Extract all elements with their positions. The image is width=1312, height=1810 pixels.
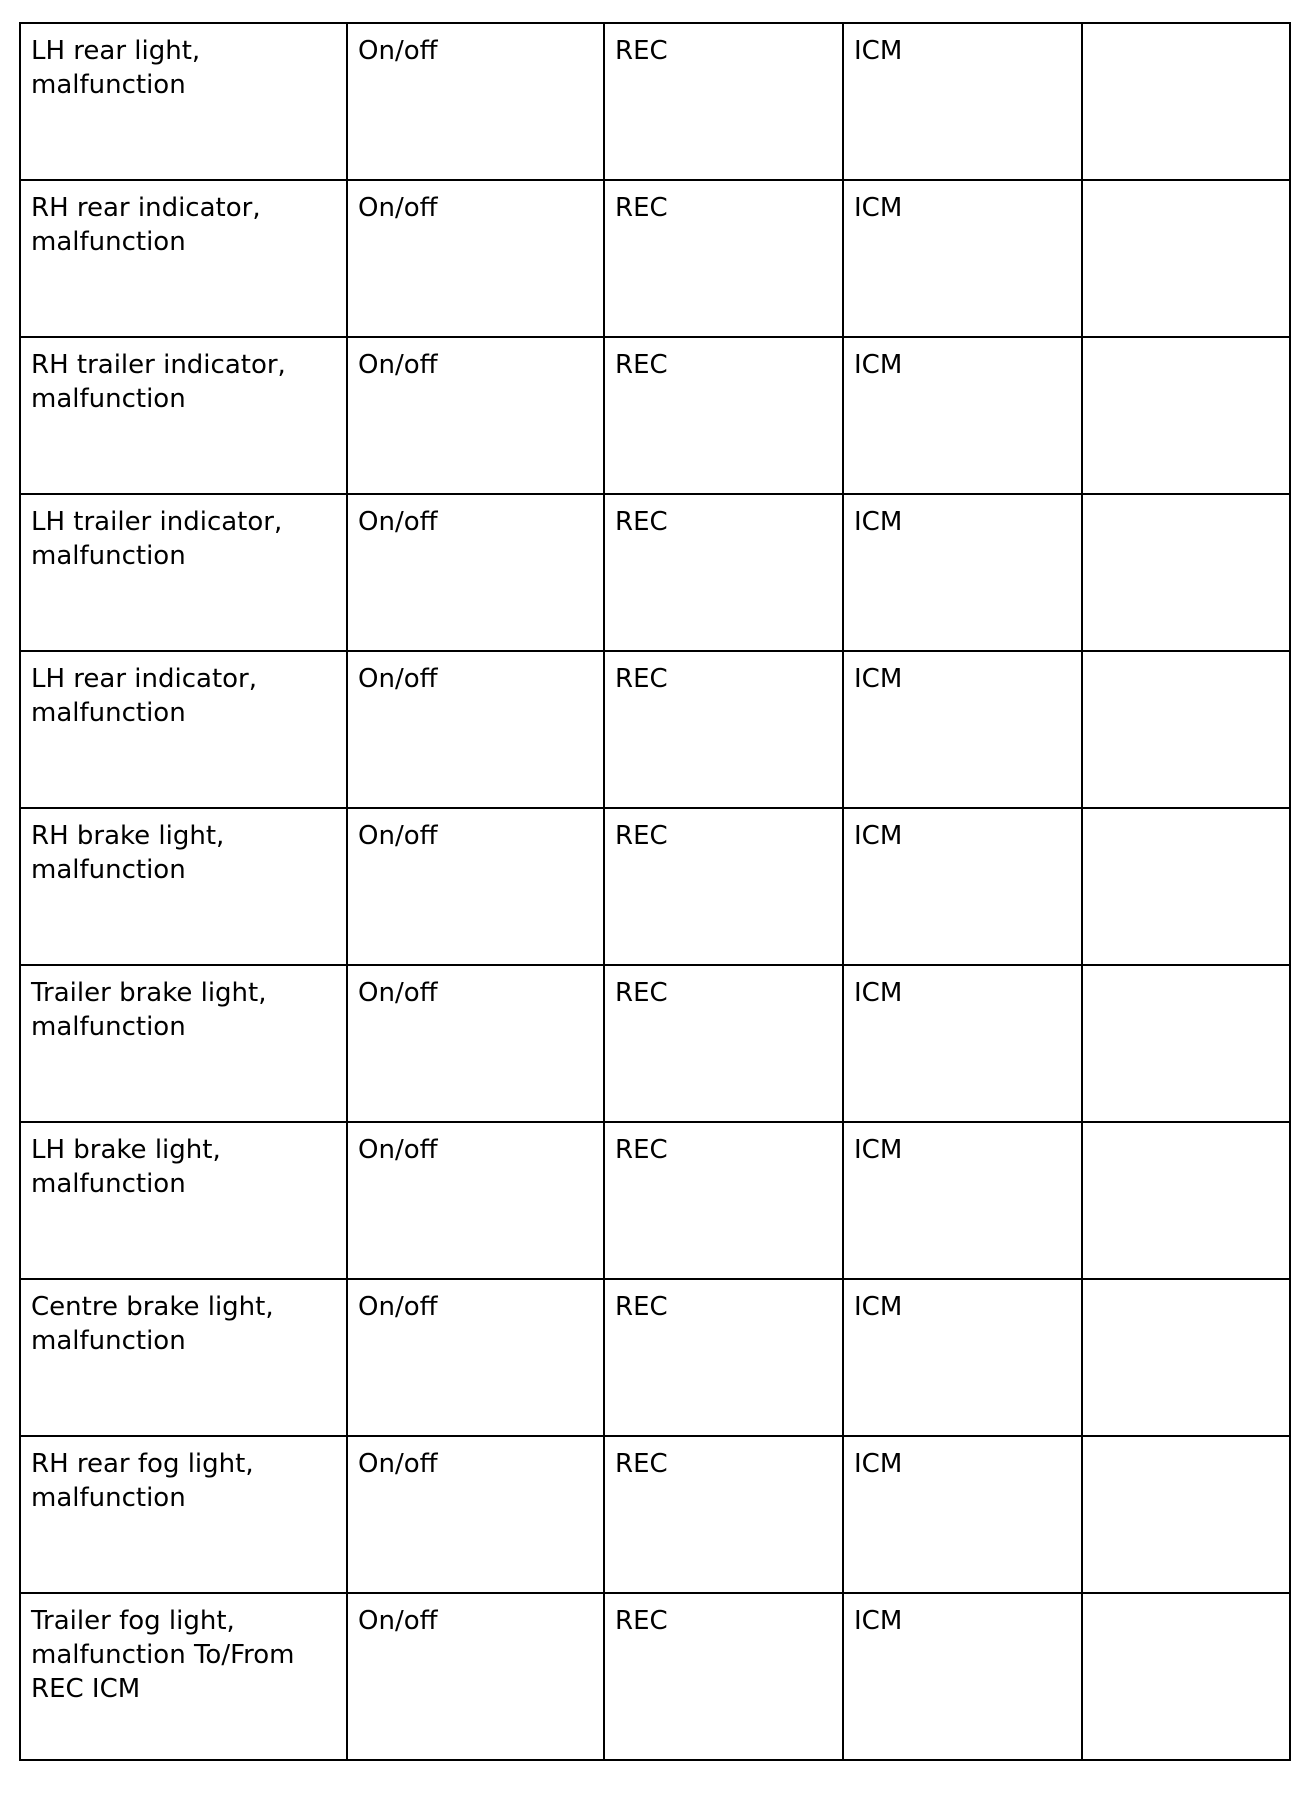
- table-row: [20, 337, 1290, 494]
- signal-source-cell: REC: [604, 180, 843, 337]
- signal-name-cell: Trailer brake light, malfunction: [20, 965, 347, 1122]
- table-row: [20, 494, 1290, 651]
- signal-value-cell: On/off: [347, 965, 604, 1122]
- empty-cell: [1082, 23, 1290, 180]
- signal-table: [19, 22, 1291, 1761]
- signal-source-cell: REC: [604, 23, 843, 180]
- signal-value-cell: On/off: [347, 1122, 604, 1279]
- signal-source-cell: REC: [604, 494, 843, 651]
- signal-value-cell: On/off: [347, 180, 604, 337]
- signal-target-cell: ICM: [843, 180, 1082, 337]
- table-row: [20, 1593, 1290, 1760]
- signal-target-cell: ICM: [843, 337, 1082, 494]
- empty-cell: [1082, 651, 1290, 808]
- signal-target-cell: ICM: [843, 651, 1082, 808]
- signal-value-cell: On/off: [347, 1279, 604, 1436]
- signal-value-cell: On/off: [347, 337, 604, 494]
- signal-source-cell: REC: [604, 1122, 843, 1279]
- table-row: [20, 651, 1290, 808]
- empty-cell: [1082, 808, 1290, 965]
- signal-table-body: [20, 23, 1290, 1760]
- signal-source-cell: REC: [604, 651, 843, 808]
- signal-target-cell: ICM: [843, 1122, 1082, 1279]
- signal-name-cell: Trailer fog light, malfunction To/From REC ICM: [20, 1593, 347, 1760]
- signal-value-cell: On/off: [347, 651, 604, 808]
- signal-target-cell: ICM: [843, 23, 1082, 180]
- signal-target-cell: ICM: [843, 1593, 1082, 1760]
- signal-name-cell: RH rear fog light, malfunction: [20, 1436, 347, 1593]
- table-row: [20, 23, 1290, 180]
- signal-target-cell: ICM: [843, 965, 1082, 1122]
- empty-cell: [1082, 1436, 1290, 1593]
- empty-cell: [1082, 1122, 1290, 1279]
- empty-cell: [1082, 180, 1290, 337]
- signal-source-cell: REC: [604, 1279, 843, 1436]
- signal-name-cell: LH trailer indicator, malfunction: [20, 494, 347, 651]
- signal-name-cell: LH rear light, malfunction: [20, 23, 347, 180]
- signal-value-cell: On/off: [347, 23, 604, 180]
- signal-source-cell: REC: [604, 965, 843, 1122]
- table-row: [20, 965, 1290, 1122]
- table-row: [20, 808, 1290, 965]
- signal-name-cell: LH rear indicator, malfunction: [20, 651, 347, 808]
- signal-source-cell: REC: [604, 337, 843, 494]
- signal-source-cell: REC: [604, 1593, 843, 1760]
- signal-name-cell: RH rear indicator, malfunction: [20, 180, 347, 337]
- signal-value-cell: On/off: [347, 808, 604, 965]
- signal-target-cell: ICM: [843, 494, 1082, 651]
- signal-name-cell: RH brake light, malfunction: [20, 808, 347, 965]
- empty-cell: [1082, 1593, 1290, 1760]
- empty-cell: [1082, 494, 1290, 651]
- signal-target-cell: ICM: [843, 1279, 1082, 1436]
- signal-name-cell: LH brake light, malfunction: [20, 1122, 347, 1279]
- table-row: [20, 1122, 1290, 1279]
- signal-name-cell: Centre brake light, malfunction: [20, 1279, 347, 1436]
- signal-target-cell: ICM: [843, 808, 1082, 965]
- signal-value-cell: On/off: [347, 1436, 604, 1593]
- signal-value-cell: On/off: [347, 494, 604, 651]
- signal-target-cell: ICM: [843, 1436, 1082, 1593]
- table-row: [20, 1279, 1290, 1436]
- signal-source-cell: REC: [604, 1436, 843, 1593]
- table-row: [20, 180, 1290, 337]
- signal-value-cell: On/off: [347, 1593, 604, 1760]
- table-row: [20, 1436, 1290, 1593]
- signal-name-cell: RH trailer indicator, malfunction: [20, 337, 347, 494]
- signal-source-cell: REC: [604, 808, 843, 965]
- empty-cell: [1082, 337, 1290, 494]
- empty-cell: [1082, 1279, 1290, 1436]
- empty-cell: [1082, 965, 1290, 1122]
